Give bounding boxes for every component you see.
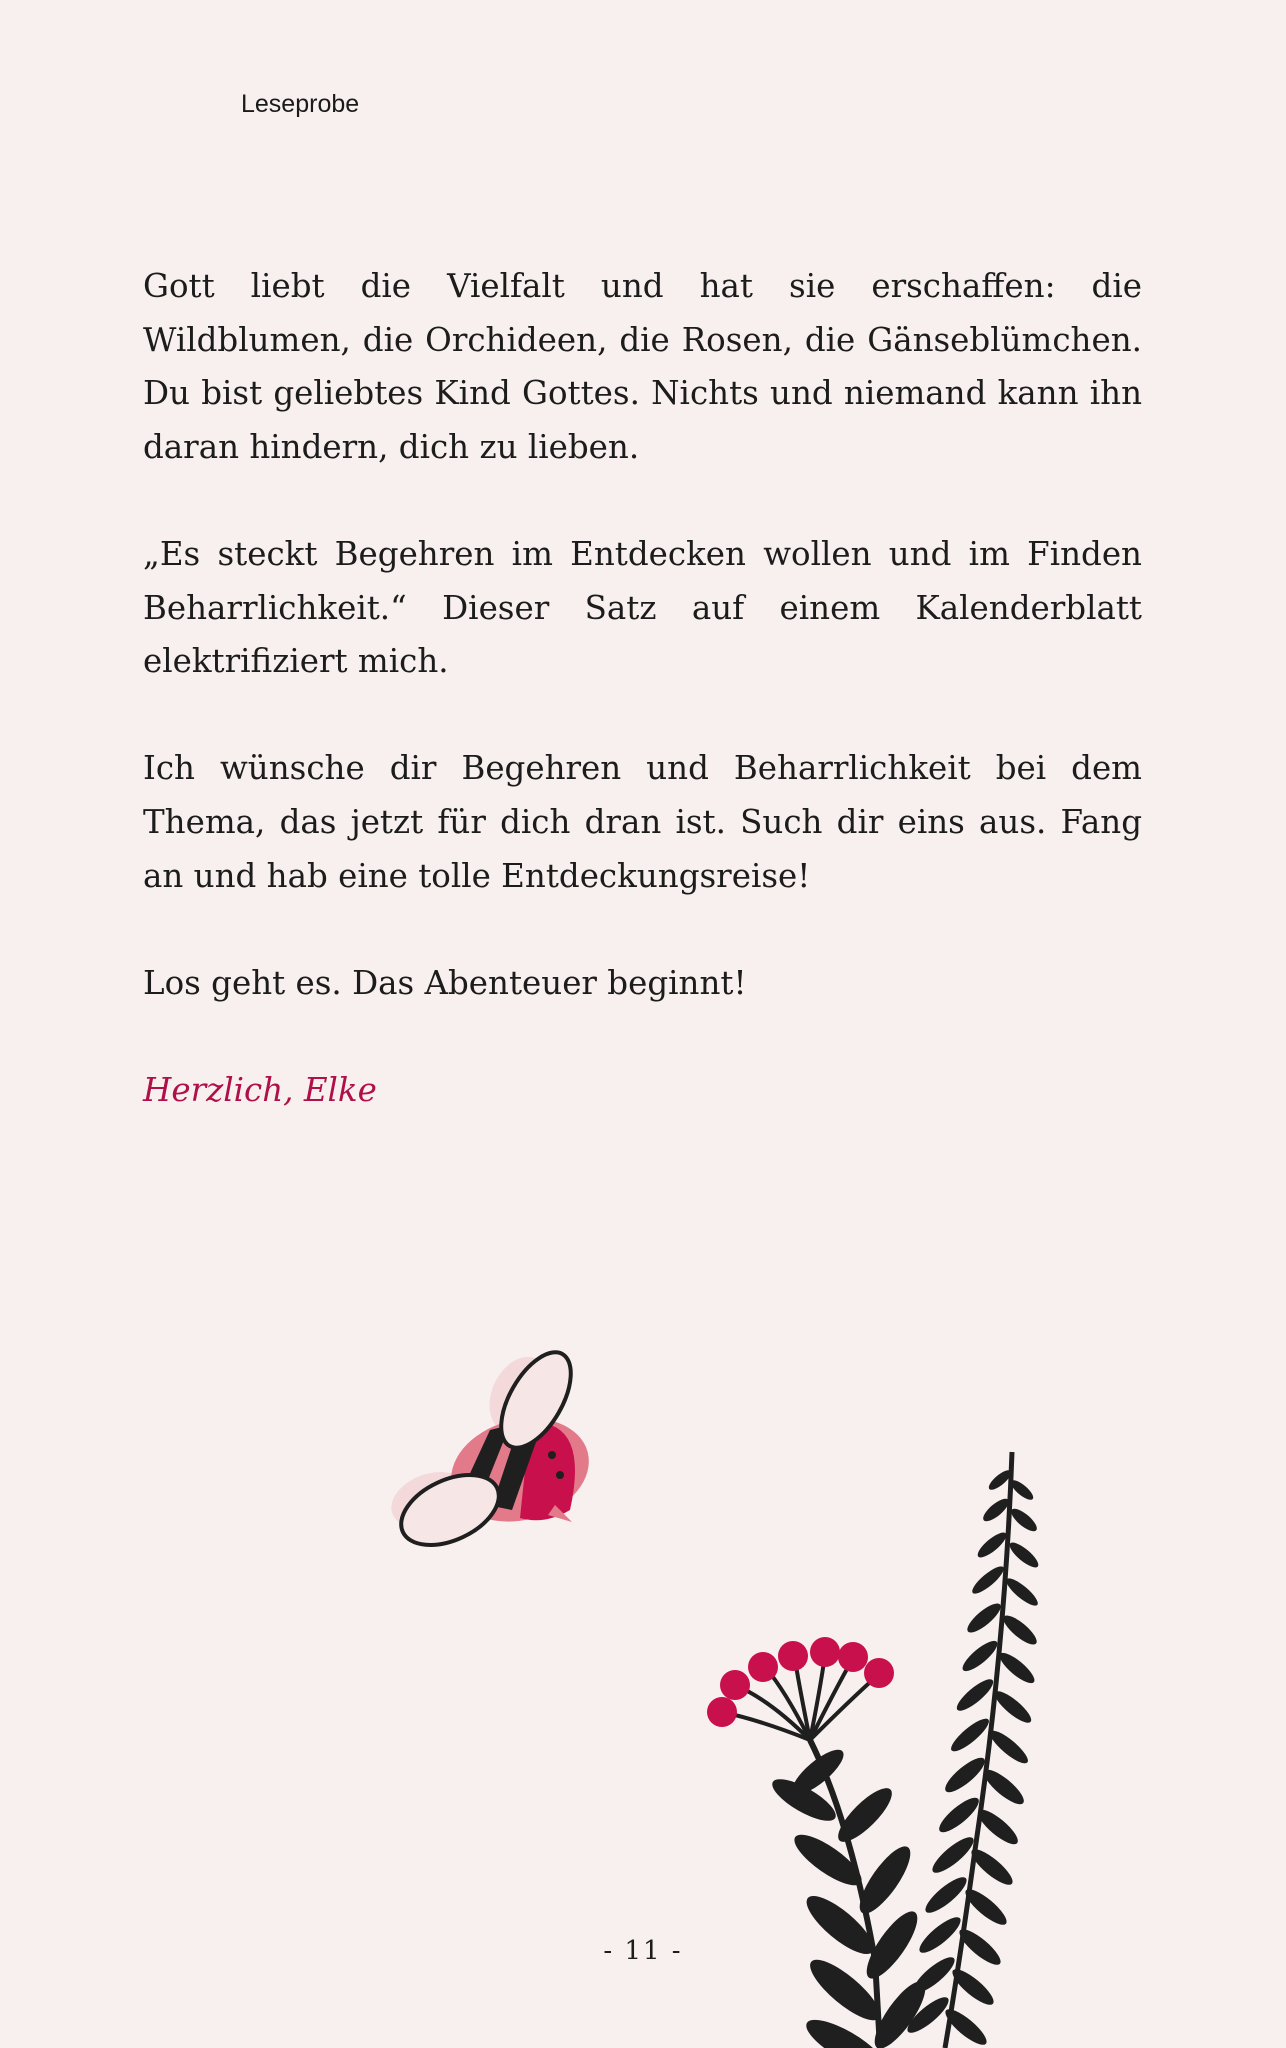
running-header: Leseprobe bbox=[241, 90, 360, 118]
signature: Herzlich, Elke bbox=[143, 1070, 377, 1109]
page-number: - 11 - bbox=[603, 1936, 683, 1966]
letter-body bbox=[143, 260, 1142, 1171]
paragraph-3: Ich wünsche dir Begehren und Beharrlichkeit bei dem Thema, das jetzt für dich dran ist. Such dir eins aus. Fang an und hab eine tolle Entdeckungsreise! bbox=[143, 749, 1142, 895]
paragraph-2: „Es steckt Begehren im Entdecken wollen und im Finden Beharrlichkeit.“ Dieser Satz auf einem Kalenderblatt elektrifiziert mich. bbox=[143, 534, 1142, 681]
berry-plant-icon bbox=[707, 1637, 934, 2048]
paragraph-4: Los geht es. Das Abenteuer beginnt! bbox=[143, 963, 747, 1002]
bee-icon bbox=[384, 1341, 601, 1559]
paragraph-1: Gott liebt die Vielfalt und hat sie erschaffen: die Wildblumen, die Orchideen, die Rosen, die Gänseblümchen. Du bist geliebtes Kind Gottes. Nichts und niemand kann ihn daran hindern, dich zu lieben. bbox=[143, 267, 1142, 466]
